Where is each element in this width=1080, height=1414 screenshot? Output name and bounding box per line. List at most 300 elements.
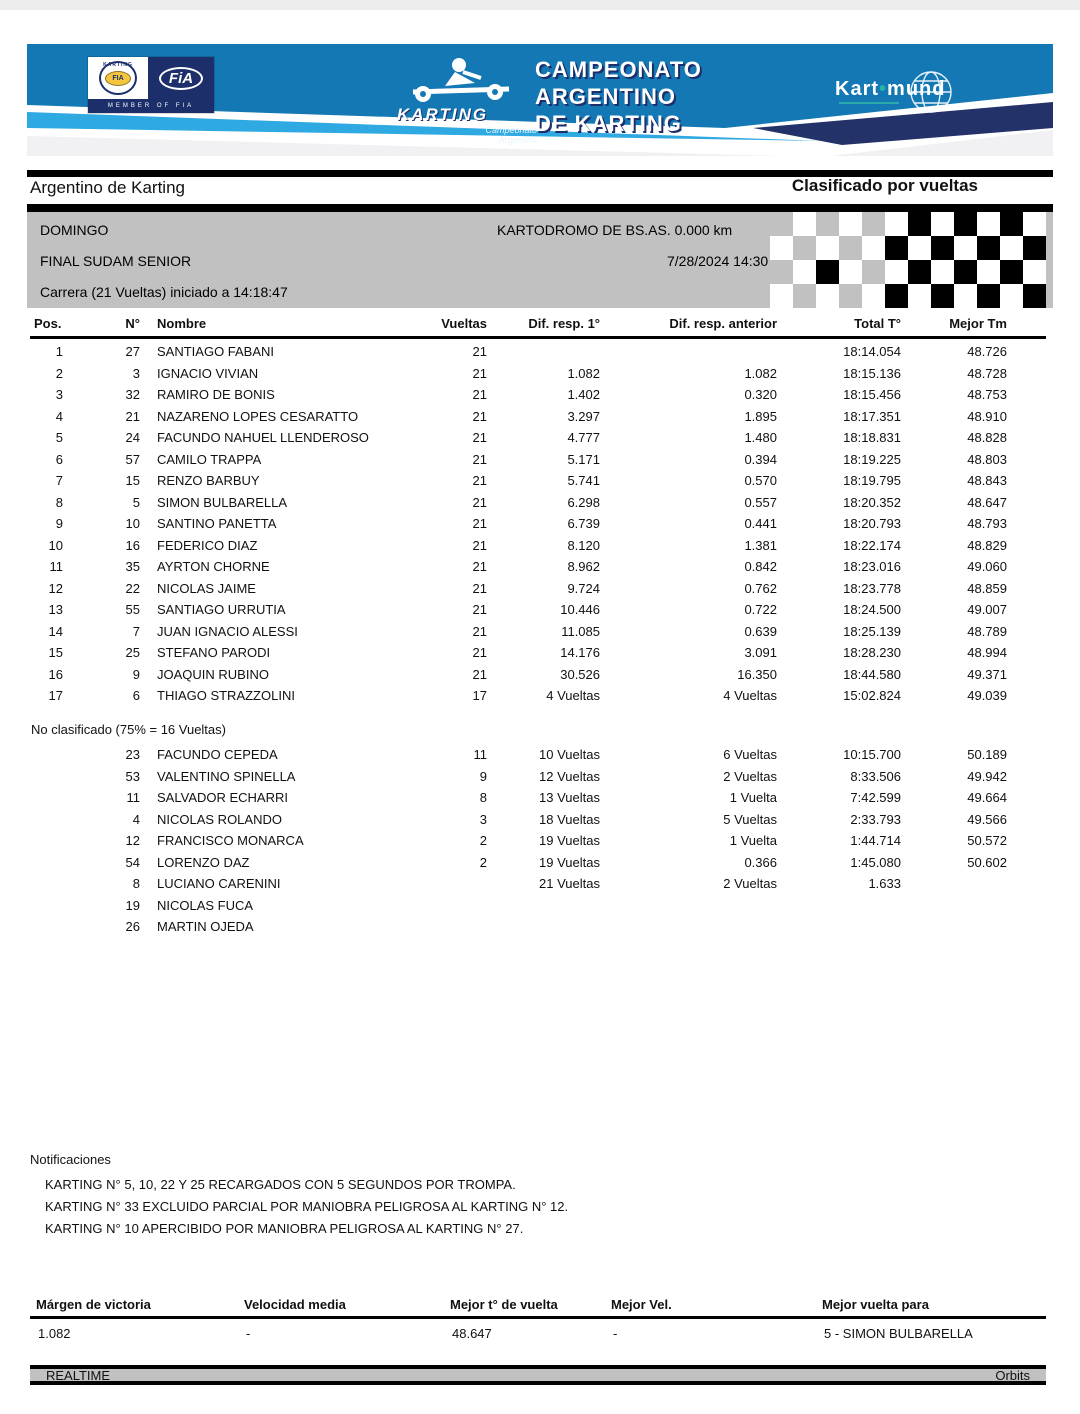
classified-results: [34, 341, 1007, 707]
cell-best: 49.039: [967, 688, 1007, 704]
checker-square: [885, 236, 908, 260]
cell-best: 48.647: [967, 494, 1007, 510]
col-header-dif1: Dif. resp. 1°: [528, 316, 600, 331]
cell-num: 8: [132, 876, 140, 892]
cell-difant: 0.366: [744, 854, 777, 870]
checker-square: [977, 236, 1000, 260]
results-table-header: [34, 316, 1007, 331]
argentino-sub-label: Argentino: [498, 135, 537, 145]
notification-item: KARTING N° 10 APERCIBIDO POR MANIOBRA PELIGROSA AL KARTING N° 27.: [45, 1221, 524, 1236]
table-row: [34, 384, 1007, 406]
event-race-info: Carrera (21 Vueltas) iniciado a 14:18:47: [40, 284, 288, 300]
checker-square: [1023, 284, 1046, 308]
cell-total: 8:33.506: [850, 768, 901, 784]
cell-total: 18:23.778: [843, 580, 901, 596]
cell-laps: 21: [472, 430, 487, 446]
cell-total: 18:24.500: [843, 602, 901, 618]
checker-square: [839, 236, 862, 260]
col-header-laps: Vueltas: [441, 316, 487, 331]
cell-difant: 0.394: [744, 451, 777, 467]
fia-member-badge: [88, 57, 214, 113]
cell-name: FEDERICO DIAZ: [157, 537, 258, 553]
cell-name: SANTINO PANETTA: [157, 516, 277, 532]
cell-difant: 5 Vueltas: [723, 811, 777, 827]
kartmund-underline: [839, 102, 899, 104]
table-row: [34, 578, 1007, 600]
cell-total: 18:15.456: [843, 387, 901, 403]
summary-value-best-lap-for: 5 - SIMON BULBARELLA: [824, 1326, 973, 1341]
checker-square: [816, 260, 839, 284]
cell-dif1: 18 Vueltas: [539, 811, 600, 827]
cell-laps: 21: [472, 408, 487, 424]
cell-dif1: 21 Vueltas: [539, 876, 600, 892]
cell-name: RENZO BARBUY: [157, 473, 260, 489]
fia-logo-icon: [148, 57, 214, 99]
member-of-fia-label: MEMBER OF FIA: [88, 99, 214, 113]
table-row: [34, 830, 1007, 852]
checker-square: [977, 212, 1000, 236]
cell-dif1: 10.446: [560, 602, 600, 618]
cell-dif1: 30.526: [560, 666, 600, 682]
cell-laps: 17: [472, 688, 487, 704]
cell-total: 18:17.351: [843, 408, 901, 424]
cell-name: SIMON BULBARELLA: [157, 494, 288, 510]
summary-header-best-lap-time: Mejor t° de vuelta: [450, 1297, 558, 1312]
cell-total: 18:18.831: [843, 430, 901, 446]
notification-item: KARTING N° 5, 10, 22 Y 25 RECARGADOS CON 5 SEGUNDOS POR TROMPA.: [45, 1177, 516, 1192]
table-row: [34, 341, 1007, 363]
cell-total: 7:42.599: [850, 790, 901, 806]
cell-num: 23: [125, 747, 140, 763]
cell-total: 18:19.225: [843, 451, 901, 467]
cell-pos: 7: [55, 473, 63, 489]
cell-dif1: 9.724: [567, 580, 600, 596]
cell-laps: 21: [472, 451, 487, 467]
table-row: [34, 873, 1007, 895]
cell-total: 1.633: [868, 876, 901, 892]
table-row: [34, 895, 1007, 917]
cell-laps: 21: [472, 645, 487, 661]
checker-square: [954, 284, 977, 308]
cell-num: 32: [125, 387, 140, 403]
cell-total: 18:19.795: [843, 473, 901, 489]
cell-num: 55: [125, 602, 140, 618]
cell-best: 49.942: [967, 768, 1007, 784]
col-header-total: Total T°: [854, 316, 901, 331]
kart-driver-icon: [397, 56, 527, 104]
checker-square: [1023, 236, 1046, 260]
cell-difant: 0.842: [744, 559, 777, 575]
top-strip: [0, 0, 1080, 10]
championship-banner: [27, 44, 1053, 156]
table-row: [34, 744, 1007, 766]
roundel-arc-label: KARTING: [103, 62, 133, 68]
table-row: [34, 621, 1007, 643]
checker-square: [885, 212, 908, 236]
notifications-title: Notificaciones: [30, 1152, 111, 1167]
cell-pos: 17: [48, 688, 63, 704]
cell-name: STEFANO PARODI: [157, 645, 271, 661]
checker-square: [793, 236, 816, 260]
cell-pos: 1: [55, 344, 63, 360]
cell-total: 1:45.080: [850, 854, 901, 870]
col-header-pos: Pos.: [34, 316, 62, 331]
cell-difant: 0.570: [744, 473, 777, 489]
cell-best: 48.994: [967, 645, 1007, 661]
cell-num: 6: [132, 688, 140, 704]
cell-pos: 14: [48, 623, 63, 639]
cell-name: FRANCISCO MONARCA: [157, 833, 304, 849]
cell-best: 48.793: [967, 516, 1007, 532]
cell-best: 49.371: [967, 666, 1007, 682]
cell-best: 49.566: [967, 811, 1007, 827]
cell-laps: 2: [479, 833, 487, 849]
cell-difant: 2 Vueltas: [723, 876, 777, 892]
cell-difant: 0.441: [744, 516, 777, 532]
cell-name: NICOLAS JAIME: [157, 580, 256, 596]
checker-square: [931, 212, 954, 236]
cell-num: 9: [132, 666, 140, 682]
cell-pos: 2: [55, 365, 63, 381]
dot-text: •: [879, 78, 888, 100]
cell-pos: 4: [55, 408, 63, 424]
event-track: KARTODROMO DE BS.AS. 0.000 km: [497, 222, 733, 238]
cell-dif1: 12 Vueltas: [539, 768, 600, 784]
col-header-num: N°: [125, 316, 140, 331]
cell-laps: 21: [472, 623, 487, 639]
table-row: [34, 642, 1007, 664]
cell-pos: 9: [55, 516, 63, 532]
cell-laps: 21: [472, 387, 487, 403]
cell-total: 18:25.139: [843, 623, 901, 639]
cell-best: 48.910: [967, 408, 1007, 424]
cell-laps: 21: [472, 344, 487, 360]
table-row: [34, 535, 1007, 557]
checker-square: [862, 260, 885, 284]
cell-difant: 1.381: [744, 537, 777, 553]
cell-best: 48.789: [967, 623, 1007, 639]
table-row: [34, 406, 1007, 428]
cell-dif1: 11.085: [561, 623, 600, 639]
cell-best: 48.728: [967, 365, 1007, 381]
summary-value-margin: 1.082: [38, 1326, 71, 1341]
cell-best: 49.664: [967, 790, 1007, 806]
cell-best: 48.828: [967, 430, 1007, 446]
checker-square: [1000, 236, 1023, 260]
cell-num: 12: [125, 833, 140, 849]
cell-num: 54: [125, 854, 140, 870]
cell-difant: 2 Vueltas: [723, 768, 777, 784]
cell-num: 15: [125, 473, 140, 489]
table-row: [34, 916, 1007, 938]
fia-logo-label: FiA: [159, 67, 203, 90]
table-row: [34, 492, 1007, 514]
cell-difant: 0.722: [744, 602, 777, 618]
cell-best: 48.726: [967, 344, 1007, 360]
cell-name: RAMIRO DE BONIS: [157, 387, 275, 403]
table-row: [34, 556, 1007, 578]
banner-title-line3: DE KARTING: [535, 111, 682, 136]
checker-square: [816, 284, 839, 308]
col-header-best: Mejor Tm: [949, 316, 1007, 331]
checker-square: [793, 284, 816, 308]
cell-pos: 3: [55, 387, 63, 403]
cell-dif1: 1.082: [567, 365, 600, 381]
cell-pos: 10: [48, 537, 63, 553]
cell-dif1: 8.962: [567, 559, 600, 575]
cell-num: 11: [126, 790, 140, 806]
cell-name: FACUNDO NAHUEL LLENDEROSO: [157, 430, 369, 446]
table-row: [34, 852, 1007, 874]
cell-total: 10:15.700: [843, 747, 901, 763]
checker-square: [1000, 260, 1023, 284]
checker-square: [770, 284, 793, 308]
cell-num: 21: [125, 408, 140, 424]
event-datetime: 7/28/2024 14:30: [667, 253, 769, 269]
table-header-rule: [30, 336, 1046, 339]
cell-num: 27: [125, 344, 140, 360]
cell-difant: 6 Vueltas: [723, 747, 777, 763]
cell-num: 4: [132, 811, 140, 827]
not-classified-label: No clasificado (75% = 16 Vueltas): [31, 722, 226, 737]
cell-best: 48.859: [967, 580, 1007, 596]
cell-dif1: 3.297: [567, 408, 600, 424]
cell-num: 26: [125, 919, 140, 935]
cell-best: 49.060: [967, 559, 1007, 575]
checker-square: [770, 236, 793, 260]
checker-square: [839, 212, 862, 236]
checker-square: [793, 260, 816, 284]
cell-difant: 1.895: [744, 408, 777, 424]
cell-name: LUCIANO CARENINI: [157, 876, 281, 892]
banner-title-line1: CAMPEONATO: [535, 57, 702, 82]
table-row: [34, 427, 1007, 449]
cell-num: 24: [125, 430, 140, 446]
cell-name: NAZARENO LOPES CESARATTO: [157, 408, 359, 424]
cell-laps: 3: [479, 811, 487, 827]
checker-square: [770, 260, 793, 284]
cell-best: 48.803: [967, 451, 1007, 467]
summary-header-best-speed: Mejor Vel.: [611, 1297, 672, 1312]
cell-dif1: 1.402: [567, 387, 600, 403]
cell-num: 3: [132, 365, 140, 381]
checker-square: [954, 236, 977, 260]
cell-best: 50.189: [967, 747, 1007, 763]
cell-laps: 21: [472, 559, 487, 575]
cell-name: LORENZO DAZ: [157, 854, 250, 870]
cell-num: 35: [125, 559, 140, 575]
cell-num: 57: [125, 451, 140, 467]
cell-dif1: 5.741: [567, 473, 600, 489]
checker-square: [908, 212, 931, 236]
cell-laps: 21: [472, 494, 487, 510]
cell-dif1: 4.777: [567, 430, 600, 446]
summary-rule: [30, 1316, 1046, 1319]
checker-square: [954, 260, 977, 284]
report-subtitle: Argentino de Karting: [30, 178, 185, 197]
cell-num: 7: [132, 623, 140, 639]
checker-square: [908, 260, 931, 284]
status-bar: [30, 1365, 1046, 1385]
cell-dif1: 19 Vueltas: [539, 833, 600, 849]
cell-name: VALENTINO SPINELLA: [157, 768, 296, 784]
cell-total: 18:23.016: [843, 559, 901, 575]
cell-laps: 8: [479, 790, 487, 806]
cell-laps: 21: [472, 365, 487, 381]
cell-laps: 21: [472, 473, 487, 489]
kart-text: Kart: [835, 78, 880, 100]
checker-square: [1000, 212, 1023, 236]
cell-total: 18:44.580: [843, 666, 901, 682]
cell-name: JOAQUIN RUBINO: [157, 666, 269, 682]
cell-dif1: 5.171: [567, 451, 600, 467]
cell-best: 50.572: [967, 833, 1007, 849]
event-day: DOMINGO: [40, 222, 109, 238]
cell-total: 18:20.352: [843, 494, 901, 510]
checker-square: [908, 284, 931, 308]
table-row: [34, 363, 1007, 385]
cell-best: 50.602: [967, 854, 1007, 870]
table-row: [34, 685, 1007, 707]
checker-square: [931, 260, 954, 284]
kartmund-wordmark: [835, 78, 945, 101]
table-row: [34, 787, 1007, 809]
karting-roundel-icon: [88, 57, 148, 99]
col-header-difant: Dif. resp. anterior: [669, 316, 777, 331]
cell-best: 49.007: [967, 602, 1007, 618]
cell-num: 53: [125, 768, 140, 784]
table-row: [34, 766, 1007, 788]
cell-dif1: 8.120: [567, 537, 600, 553]
checker-square: [931, 284, 954, 308]
cell-name: FACUNDO CEPEDA: [157, 747, 278, 763]
cell-num: 22: [125, 580, 140, 596]
cell-num: 5: [132, 494, 140, 510]
notification-item: KARTING N° 33 EXCLUIDO PARCIAL POR MANIOBRA PELIGROSA AL KARTING N° 12.: [45, 1199, 569, 1214]
cell-name: AYRTON CHORNE: [157, 559, 270, 575]
cell-num: 10: [125, 516, 140, 532]
cell-pos: 15: [48, 645, 63, 661]
table-row: [34, 470, 1007, 492]
checker-square: [839, 284, 862, 308]
cell-dif1: 13 Vueltas: [539, 790, 600, 806]
status-orbits-label: Orbits: [995, 1367, 1030, 1383]
cell-pos: 13: [48, 602, 63, 618]
cell-pos: 16: [48, 666, 63, 682]
cell-dif1: 14.176: [560, 645, 600, 661]
checker-square: [977, 260, 1000, 284]
table-row: [34, 449, 1007, 471]
cell-num: 19: [125, 897, 140, 913]
table-row: [34, 599, 1007, 621]
karting-wordmark: KARTING: [397, 105, 489, 124]
summary-value-row: [38, 1326, 1045, 1341]
event-info-box: [27, 212, 1053, 308]
cell-best: 48.753: [967, 387, 1007, 403]
report-title: Clasificado por vueltas: [791, 176, 978, 195]
cell-name: NICOLAS ROLANDO: [157, 811, 282, 827]
cell-laps: 9: [479, 768, 487, 784]
summary-header-avg-speed: Velocidad media: [244, 1297, 346, 1312]
not-classified-results: [34, 744, 1007, 938]
cell-total: 1:44.714: [850, 833, 901, 849]
table-row: [34, 809, 1007, 831]
checker-square: [770, 212, 793, 236]
cell-pos: 12: [48, 580, 63, 596]
cell-dif1: 10 Vueltas: [539, 747, 600, 763]
summary-value-avg-speed: -: [246, 1326, 251, 1341]
cell-dif1: 4 Vueltas: [546, 688, 600, 704]
cell-name: THIAGO STRAZZOLINI: [157, 688, 295, 704]
cell-pos: 8: [55, 494, 63, 510]
kartmund-logo: [835, 64, 985, 124]
cell-laps: 21: [472, 666, 487, 682]
cell-difant: 0.557: [744, 494, 777, 510]
cell-laps: 21: [472, 602, 487, 618]
cell-laps: 21: [472, 580, 487, 596]
summary-value-best-speed: -: [613, 1326, 618, 1341]
checker-square: [954, 212, 977, 236]
checker-square: [839, 260, 862, 284]
summary-value-best-lap-time: 48.647: [452, 1326, 492, 1341]
checker-square: [816, 212, 839, 236]
cell-pos: 6: [55, 451, 63, 467]
cell-difant: 0.762: [744, 580, 777, 596]
cell-name: MARTIN OJEDA: [157, 919, 254, 935]
cell-difant: 4 Vueltas: [723, 688, 777, 704]
cell-pos: 5: [55, 430, 63, 446]
cell-name: CAMILO TRAPPA: [157, 451, 262, 467]
cell-laps: 11: [473, 747, 487, 763]
checkered-flag-pattern: [770, 212, 1046, 308]
checker-square: [885, 284, 908, 308]
divider-bar-bottom: [27, 204, 1053, 212]
cell-difant: 0.320: [744, 387, 777, 403]
status-realtime-label: REALTIME: [46, 1367, 111, 1383]
checker-square: [931, 236, 954, 260]
cell-name: JUAN IGNACIO ALESSI: [157, 623, 298, 639]
checker-square: [977, 284, 1000, 308]
cell-num: 16: [125, 537, 140, 553]
table-row: [34, 664, 1007, 686]
checker-square: [1023, 212, 1046, 236]
banner-title: [535, 56, 702, 137]
cell-laps: 21: [472, 516, 487, 532]
cell-best: 48.843: [967, 473, 1007, 489]
checker-square: [816, 236, 839, 260]
roundel-core-label: FIA: [105, 71, 131, 86]
summary-header-best-lap-for: Mejor vuelta para: [822, 1297, 929, 1312]
cell-total: 2:33.793: [850, 811, 901, 827]
cell-total: 15:02.824: [843, 688, 901, 704]
cell-name: NICOLAS FUCA: [157, 897, 254, 913]
cell-name: SANTIAGO URRUTIA: [157, 602, 286, 618]
mund-text: mund: [887, 78, 946, 100]
campeonato-sub-label: Campeonato: [485, 125, 537, 135]
event-session: FINAL SUDAM SENIOR: [40, 253, 192, 269]
banner-title-line2: ARGENTINO: [535, 84, 676, 109]
checker-square: [862, 212, 885, 236]
karting-argentino-logo: [397, 56, 537, 148]
table-row: [34, 513, 1007, 535]
cell-total: 18:22.174: [843, 537, 901, 553]
checker-square: [885, 260, 908, 284]
checker-square: [1023, 260, 1046, 284]
cell-difant: 1.082: [744, 365, 777, 381]
cell-difant: 1 Vuelta: [729, 790, 777, 806]
checker-square: [862, 284, 885, 308]
summary-header-margin: Márgen de victoria: [36, 1297, 151, 1312]
